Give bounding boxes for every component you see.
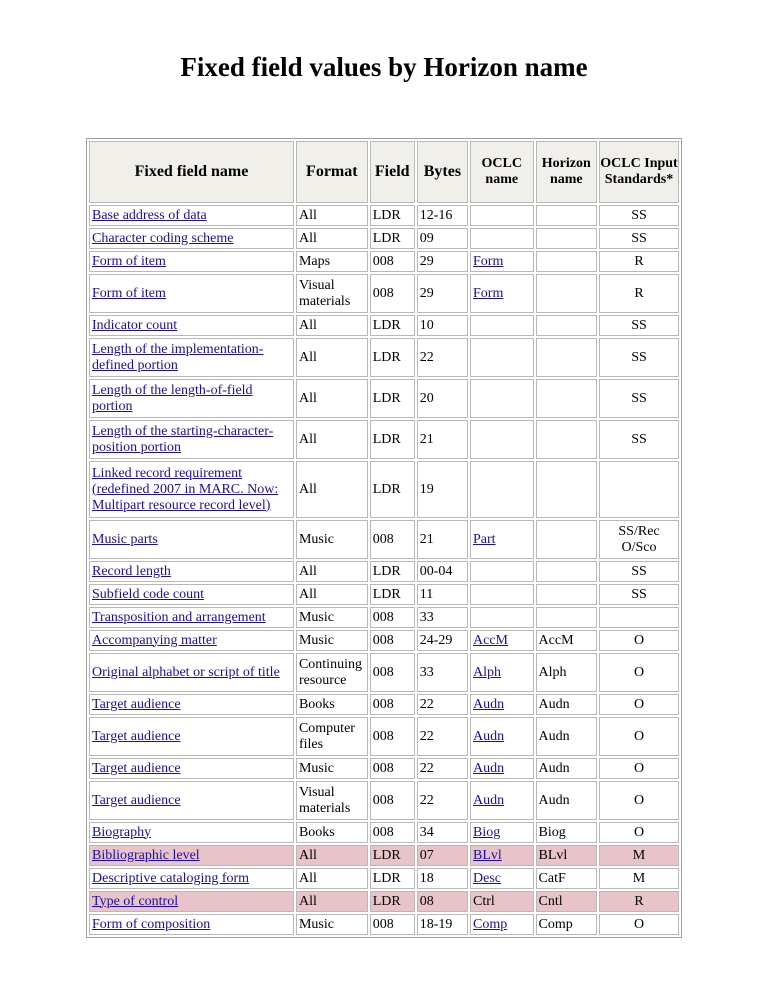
fixed-field-name-link[interactable]: Original alphabet or script of title — [92, 664, 280, 680]
table-row — [89, 822, 679, 843]
fixed-field-name-cell — [89, 630, 294, 651]
oclc-name-cell: Ctrl — [470, 891, 534, 912]
fixed-field-name-link[interactable]: Biography — [92, 824, 152, 840]
oclc-name-cell — [470, 274, 534, 313]
input-standard-cell: SS — [599, 228, 679, 249]
horizon-name-cell: Audn — [536, 694, 597, 715]
fixed-field-name-cell — [89, 758, 294, 779]
field-cell: 008 — [370, 520, 415, 559]
horizon-name-cell — [536, 205, 597, 226]
format-cell: All — [296, 379, 368, 418]
input-standard-cell: O — [599, 694, 679, 715]
bytes-cell: 22 — [417, 338, 468, 377]
table-row — [89, 717, 679, 756]
horizon-name-cell: Audn — [536, 758, 597, 779]
field-cell: 008 — [370, 781, 415, 820]
format-cell: Books — [296, 694, 368, 715]
horizon-name-cell — [536, 379, 597, 418]
table-row — [89, 868, 679, 889]
fixed-field-name-cell — [89, 607, 294, 628]
horizon-name-cell — [536, 274, 597, 313]
fixed-field-name-cell — [89, 694, 294, 715]
format-cell: All — [296, 845, 368, 866]
field-cell: LDR — [370, 891, 415, 912]
format-cell: Music — [296, 630, 368, 651]
oclc-name-cell — [470, 822, 534, 843]
format-cell: Music — [296, 520, 368, 559]
oclc-name-cell — [470, 845, 534, 866]
input-standard-cell: O — [599, 717, 679, 756]
horizon-name-cell: Biog — [536, 822, 597, 843]
fixed-field-name-cell — [89, 868, 294, 889]
oclc-name-cell — [470, 561, 534, 582]
header-fixed-field-name: Fixed field name — [89, 141, 294, 203]
bytes-cell: 12-16 — [417, 205, 468, 226]
input-standard-cell — [599, 607, 679, 628]
horizon-name-cell: Comp — [536, 914, 597, 935]
header-oclc-input-standards: OCLC Input Standards* — [599, 141, 679, 203]
fixed-field-name-cell — [89, 251, 294, 272]
fixed-field-name-link[interactable]: Subfield code count — [92, 586, 204, 602]
oclc-name-link[interactable]: Biog — [473, 824, 501, 840]
table-row — [89, 561, 679, 582]
header-bytes: Bytes — [417, 141, 468, 203]
horizon-name-cell: Audn — [536, 717, 597, 756]
format-cell: All — [296, 315, 368, 336]
input-standard-cell: O — [599, 630, 679, 651]
fixed-field-name-link[interactable]: Music parts — [92, 531, 158, 547]
oclc-name-link[interactable]: AccM — [473, 632, 508, 648]
format-cell: All — [296, 891, 368, 912]
field-cell: 008 — [370, 914, 415, 935]
horizon-name-cell — [536, 251, 597, 272]
bytes-cell: 29 — [417, 274, 468, 313]
input-standard-cell: O — [599, 914, 679, 935]
table-row — [89, 584, 679, 605]
fixed-field-name-cell — [89, 914, 294, 935]
header-horizon-name: Horizon name — [536, 141, 597, 203]
oclc-name-link[interactable]: Audn — [473, 792, 505, 808]
bytes-cell: 21 — [417, 420, 468, 459]
input-standard-cell: R — [599, 251, 679, 272]
input-standard-cell: SS — [599, 315, 679, 336]
fixed-field-name-link[interactable]: Type of control — [92, 893, 179, 909]
horizon-name-cell — [536, 584, 597, 605]
fixed-field-name-link[interactable]: Form of item — [92, 285, 166, 301]
fixed-field-name-cell — [89, 845, 294, 866]
fixed-field-name-cell — [89, 891, 294, 912]
fixed-field-name-link[interactable]: Accompanying matter — [92, 632, 217, 648]
format-cell: Visual materials — [296, 274, 368, 313]
page-title: Fixed field values by Horizon name — [180, 52, 588, 82]
fixed-field-name-cell — [89, 781, 294, 820]
fixed-field-name-cell — [89, 338, 294, 377]
header-field: Field — [370, 141, 415, 203]
horizon-name-cell: BLvl — [536, 845, 597, 866]
bytes-cell: 34 — [417, 822, 468, 843]
field-cell: 008 — [370, 274, 415, 313]
format-cell: Maps — [296, 251, 368, 272]
fixed-field-name-link[interactable]: Form of item — [92, 253, 166, 269]
table-row — [89, 315, 679, 336]
format-cell: All — [296, 584, 368, 605]
bytes-cell: 24-29 — [417, 630, 468, 651]
input-standard-cell: M — [599, 868, 679, 889]
field-cell: LDR — [370, 420, 415, 459]
fixed-field-name-link[interactable]: Length of the starting-character-position portion — [92, 423, 274, 455]
field-cell: 008 — [370, 822, 415, 843]
format-cell: Visual materials — [296, 781, 368, 820]
bytes-cell: 33 — [417, 653, 468, 692]
oclc-name-cell — [470, 379, 534, 418]
horizon-name-cell — [536, 520, 597, 559]
bytes-cell: 22 — [417, 717, 468, 756]
bytes-cell: 20 — [417, 379, 468, 418]
format-cell: All — [296, 205, 368, 226]
input-standard-cell: SS — [599, 338, 679, 377]
fixed-field-name-link[interactable]: Target audience — [92, 792, 181, 808]
bytes-cell: 33 — [417, 607, 468, 628]
fixed-field-name-link[interactable]: Length of the length-of-field portion — [92, 382, 253, 414]
format-cell: All — [296, 228, 368, 249]
field-cell: LDR — [370, 338, 415, 377]
field-cell: LDR — [370, 561, 415, 582]
fixed-field-name-link[interactable]: Target audience — [92, 696, 181, 712]
oclc-name-link[interactable]: Part — [473, 531, 496, 547]
field-cell: LDR — [370, 228, 415, 249]
input-standard-cell: SS — [599, 379, 679, 418]
field-cell: 008 — [370, 758, 415, 779]
fixed-field-name-link[interactable]: Target audience — [92, 728, 181, 744]
bytes-cell: 10 — [417, 315, 468, 336]
bytes-cell: 07 — [417, 845, 468, 866]
horizon-name-cell: Cntl — [536, 891, 597, 912]
oclc-name-cell — [470, 205, 534, 226]
fixed-field-name-link[interactable]: Target audience — [92, 760, 181, 776]
format-cell: Computer files — [296, 717, 368, 756]
field-cell: 008 — [370, 653, 415, 692]
format-cell: All — [296, 461, 368, 518]
fixed-field-name-cell — [89, 379, 294, 418]
table-row — [89, 758, 679, 779]
oclc-name-cell — [470, 584, 534, 605]
oclc-name-cell — [470, 781, 534, 820]
table-row — [89, 338, 679, 377]
fixed-field-name-cell — [89, 461, 294, 518]
table-row — [89, 379, 679, 418]
input-standard-cell: O — [599, 653, 679, 692]
fixed-field-name-link[interactable]: Form of composition — [92, 916, 211, 932]
bytes-cell: 08 — [417, 891, 468, 912]
oclc-name-cell — [470, 338, 534, 377]
table-row — [89, 228, 679, 249]
oclc-name-link[interactable]: Alph — [473, 664, 501, 680]
table-row — [89, 461, 679, 518]
fixed-field-name-cell — [89, 653, 294, 692]
oclc-name-cell — [470, 914, 534, 935]
fixed-field-name-link[interactable]: Base address of data — [92, 207, 207, 223]
format-cell: All — [296, 338, 368, 377]
bytes-cell: 18-19 — [417, 914, 468, 935]
fixed-field-name-link[interactable]: Transposition and arrangement — [92, 609, 266, 625]
bytes-cell: 22 — [417, 694, 468, 715]
format-cell: Music — [296, 758, 368, 779]
header-oclc-name: OCLC name — [470, 141, 534, 203]
bytes-cell: 29 — [417, 251, 468, 272]
bytes-cell: 22 — [417, 758, 468, 779]
oclc-name-link[interactable]: Comp — [473, 916, 508, 932]
table-row-highlighted — [89, 845, 679, 866]
table-row — [89, 694, 679, 715]
field-cell: 008 — [370, 717, 415, 756]
horizon-name-cell: Audn — [536, 781, 597, 820]
fixed-field-name-cell — [89, 205, 294, 226]
horizon-name-cell — [536, 338, 597, 377]
oclc-name-cell — [470, 607, 534, 628]
oclc-name-cell — [470, 758, 534, 779]
field-cell: LDR — [370, 868, 415, 889]
input-standard-cell: R — [599, 274, 679, 313]
fixed-field-name-link[interactable]: Record length — [92, 563, 171, 579]
fixed-field-name-link[interactable]: Descriptive cataloging form — [92, 870, 250, 886]
fixed-field-name-link[interactable]: Bibliographic level — [92, 847, 200, 863]
oclc-name-link[interactable]: BLvl — [473, 847, 502, 863]
table-row — [89, 520, 679, 559]
table-row — [89, 607, 679, 628]
input-standard-cell: O — [599, 758, 679, 779]
field-cell: 008 — [370, 251, 415, 272]
bytes-cell: 11 — [417, 584, 468, 605]
field-cell: LDR — [370, 379, 415, 418]
input-standard-cell — [599, 461, 679, 518]
oclc-name-link[interactable]: Audn — [473, 728, 505, 744]
bytes-cell: 22 — [417, 781, 468, 820]
fixed-field-name-link[interactable]: Linked record requirement (redefined 2007 in MARC. Now: Multipart resource record level) — [92, 465, 279, 513]
format-cell: All — [296, 868, 368, 889]
oclc-name-cell — [470, 694, 534, 715]
input-standard-cell: R — [599, 891, 679, 912]
table-row — [89, 205, 679, 226]
input-standard-cell: O — [599, 822, 679, 843]
bytes-cell: 21 — [417, 520, 468, 559]
format-cell: Continuing resource — [296, 653, 368, 692]
oclc-name-link[interactable]: Form — [473, 253, 504, 269]
bytes-cell: 00-04 — [417, 561, 468, 582]
oclc-name-cell — [470, 228, 534, 249]
fixed-field-name-cell — [89, 420, 294, 459]
input-standard-cell: M — [599, 845, 679, 866]
oclc-name-link[interactable]: Audn — [473, 760, 505, 776]
fixed-field-name-cell — [89, 561, 294, 582]
fixed-field-name-cell — [89, 315, 294, 336]
table-row — [89, 653, 679, 692]
table-row — [89, 914, 679, 935]
horizon-name-cell — [536, 461, 597, 518]
horizon-name-cell — [536, 420, 597, 459]
field-cell: LDR — [370, 461, 415, 518]
fixed-field-name-cell — [89, 717, 294, 756]
oclc-name-link[interactable]: Audn — [473, 696, 505, 712]
input-standard-cell: SS — [599, 561, 679, 582]
fixed-field-name-link[interactable]: Length of the implementation-defined portion — [92, 341, 264, 373]
format-cell: All — [296, 420, 368, 459]
input-standard-cell: SS/Rec O/Sco — [599, 520, 679, 559]
format-cell: Music — [296, 607, 368, 628]
input-standard-cell: O — [599, 781, 679, 820]
horizon-name-cell: CatF — [536, 868, 597, 889]
horizon-name-cell — [536, 607, 597, 628]
fixed-field-name-cell — [89, 228, 294, 249]
oclc-name-cell — [470, 461, 534, 518]
bytes-cell: 09 — [417, 228, 468, 249]
horizon-name-cell: Alph — [536, 653, 597, 692]
fixed-field-name-link[interactable]: Character coding scheme — [92, 230, 234, 246]
field-cell: LDR — [370, 845, 415, 866]
fixed-field-name-cell — [89, 520, 294, 559]
fixed-field-name-cell — [89, 822, 294, 843]
field-cell: 008 — [370, 694, 415, 715]
oclc-name-cell — [470, 420, 534, 459]
format-cell: Books — [296, 822, 368, 843]
header-row — [89, 141, 679, 203]
input-standard-cell: SS — [599, 584, 679, 605]
fixed-field-table — [86, 138, 682, 938]
field-cell: 008 — [370, 607, 415, 628]
horizon-name-cell — [536, 228, 597, 249]
table-row — [89, 420, 679, 459]
fixed-field-name-link[interactable]: Indicator count — [92, 317, 178, 333]
fixed-field-name-cell — [89, 274, 294, 313]
oclc-name-cell — [470, 520, 534, 559]
oclc-name-cell — [470, 251, 534, 272]
oclc-name-cell — [470, 653, 534, 692]
oclc-name-link[interactable]: Form — [473, 285, 504, 301]
oclc-name-cell — [470, 717, 534, 756]
field-cell: LDR — [370, 584, 415, 605]
input-standard-cell: SS — [599, 205, 679, 226]
header-format: Format — [296, 141, 368, 203]
input-standard-cell: SS — [599, 420, 679, 459]
oclc-name-cell — [470, 315, 534, 336]
format-cell: All — [296, 561, 368, 582]
bytes-cell: 19 — [417, 461, 468, 518]
oclc-name-cell — [470, 868, 534, 889]
table-row-highlighted — [89, 891, 679, 912]
horizon-name-cell: AccM — [536, 630, 597, 651]
horizon-name-cell — [536, 561, 597, 582]
field-cell: LDR — [370, 205, 415, 226]
table-row — [89, 274, 679, 313]
table-row — [89, 781, 679, 820]
fixed-field-name-cell — [89, 584, 294, 605]
field-cell: LDR — [370, 315, 415, 336]
table-row — [89, 251, 679, 272]
table-row — [89, 630, 679, 651]
field-cell: 008 — [370, 630, 415, 651]
bytes-cell: 18 — [417, 868, 468, 889]
oclc-name-cell — [470, 630, 534, 651]
oclc-name-link[interactable]: Desc — [473, 870, 501, 886]
horizon-name-cell — [536, 315, 597, 336]
format-cell: Music — [296, 914, 368, 935]
